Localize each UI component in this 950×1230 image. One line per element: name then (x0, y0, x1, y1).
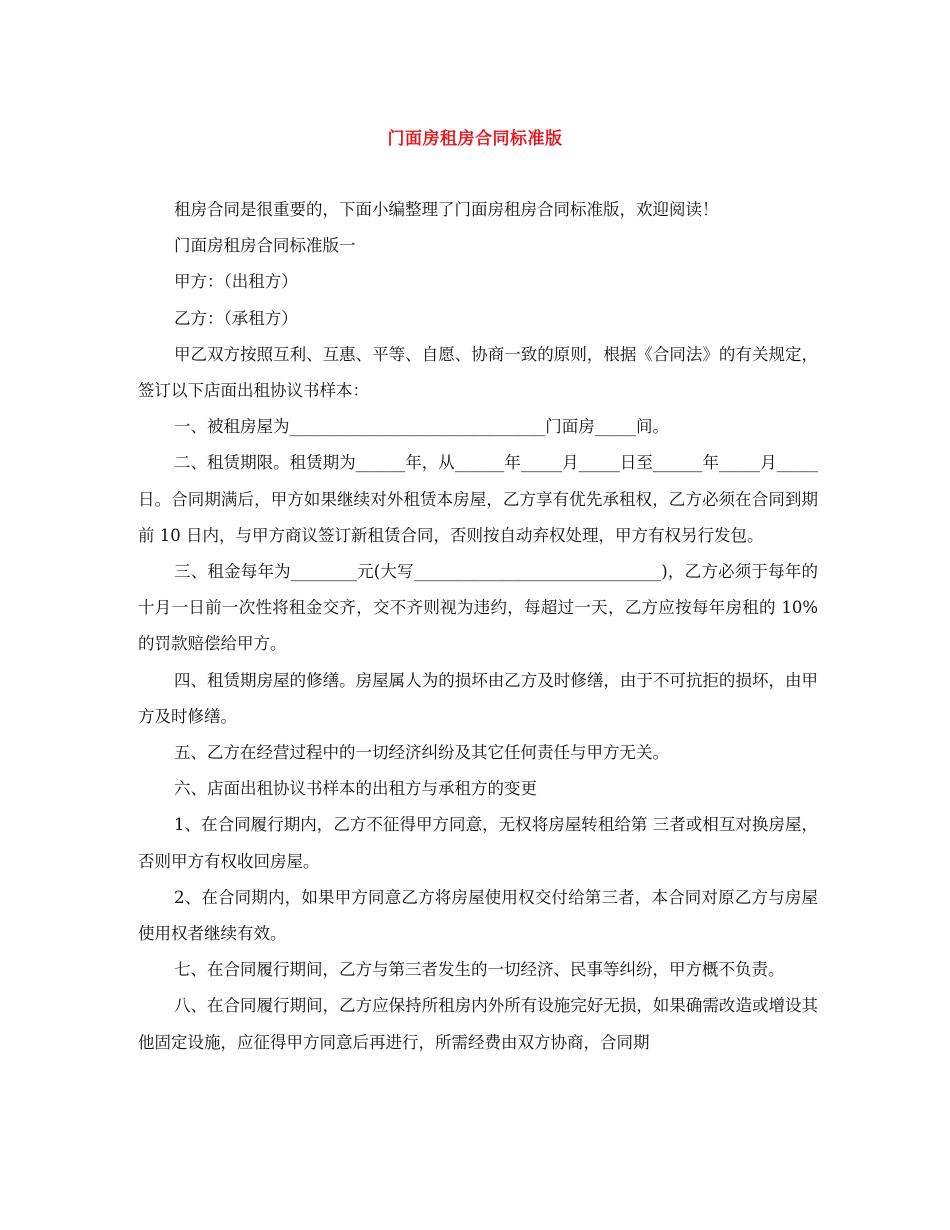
clause-1-premises: 一、被租房屋为_______________________________门面房_____间。 (174, 417, 669, 437)
clause-8-facilities: 八、在合同履行期间，乙方应保持所租房内外所有设施完好无损，如果确需改造或增设其他固定设施，应征得甲方同意后再进行，所需经费由双方协商，合同期 (138, 996, 818, 1052)
document-title: 门面房租房合同标准版 (387, 129, 563, 149)
clause-2-term: 二、租赁期限。租赁期为______年，从______年_____月_____日至______年_____月_____日。合同期满后，甲方如果继续对外租赁本房屋，乙方享有优先承租权，乙方必须在合同到期前 10 日内，与甲方商议签订新租赁合同，否则按自动弃权处理，甲方有权另行发包。 (138, 453, 818, 545)
paragraph-principles: 甲乙双方按照互利、互惠、平等、自愿、协商一致的原则，根据《合同法》的有关规定，签订以下店面出租协议书样本： (138, 344, 818, 401)
paragraph-party-a: 甲方：（出租方） (174, 272, 298, 292)
clause-6-item-2: 2、在合同期内，如果甲方同意乙方将房屋使用权交付给第三者，本合同对原乙方与房屋使用权者继续有效。 (138, 887, 818, 944)
clause-5-liability: 五、乙方在经营过程中的一切经济纠纷及其它任何责任与甲方无关。 (174, 743, 669, 763)
document-body (138, 192, 818, 1061)
paragraph-intro: 租房合同是很重要的，下面小编整理了门面房租房合同标准版，欢迎阅读！ (174, 200, 719, 219)
clause-3-rent: 三、租金每年为________元(大写______________________________)，乙方必须于每年的十月一日前一次性将租金交齐，交不齐则视为违约，每超过一天，乙方应按每年房租的 10%的罚款赔偿给甲方。 (138, 562, 818, 654)
clause-7-disputes: 七、在合同履行期间，乙方与第三者发生的一切经济、民事等纠纷，甲方概不负责。 (174, 960, 785, 980)
clause-6-item-1: 1、在合同履行期内，乙方不征得甲方同意，无权将房屋转租给第 三者或相互对换房屋，否则甲方有权收回房屋。 (138, 815, 818, 871)
clause-6-changes: 六、店面出租协议书样本的出租方与承租方的变更 (174, 779, 537, 799)
clause-4-repairs: 四、租赁期房屋的修缮。房屋属人为的损坏由乙方及时修缮，由于不可抗拒的损坏，由甲方及时修缮。 (138, 670, 818, 726)
paragraph-party-b: 乙方：（承租方） (174, 308, 298, 328)
paragraph-version-heading: 门面房租房合同标准版一 (174, 236, 356, 256)
